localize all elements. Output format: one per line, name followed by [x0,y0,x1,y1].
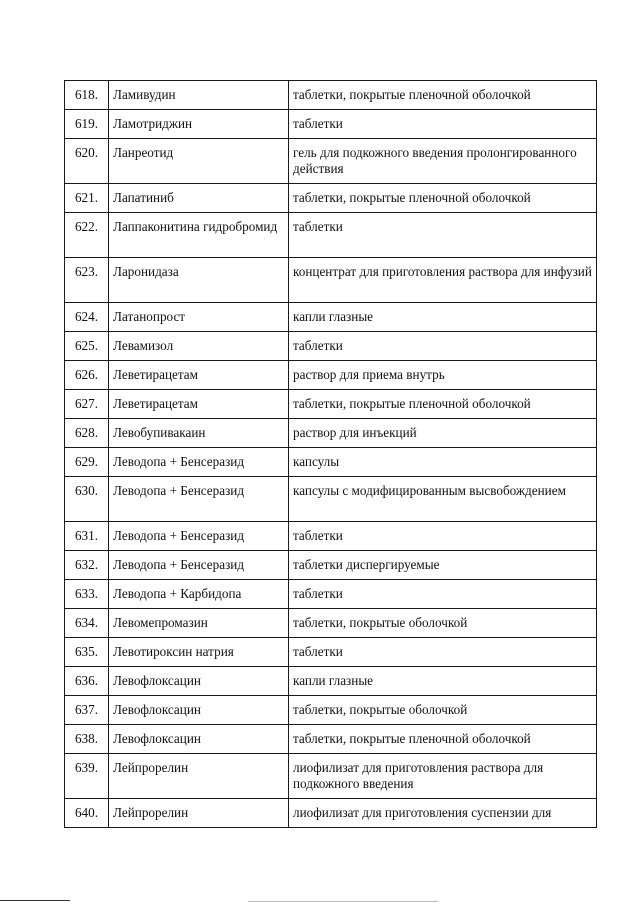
drug-name: Леводопа + Карбидопа [109,580,289,609]
drug-name: Левомепромазин [109,609,289,638]
drug-name: Леводопа + Бенсеразид [109,551,289,580]
drug-name: Леводопа + Бенсеразид [109,477,289,522]
table-row [65,522,597,551]
row-number: 637. [65,696,109,725]
dosage-form: таблетки, покрытые оболочкой [289,609,597,638]
drug-name: Леветирацетам [109,390,289,419]
table-row [65,696,597,725]
dosage-form: таблетки [289,638,597,667]
row-number: 623. [65,258,109,303]
table-row [65,754,597,799]
table-row [65,609,597,638]
dosage-form: таблетки [289,332,597,361]
dosage-form: таблетки [289,110,597,139]
drug-name: Левофлоксацин [109,725,289,754]
drug-name: Левобупивакаин [109,419,289,448]
dosage-form: таблетки, покрытые пленочной оболочкой [289,725,597,754]
table-row [65,477,597,522]
table-row [65,580,597,609]
drug-name: Лейпрорелин [109,799,289,828]
drug-list-table [64,80,597,828]
drug-name: Латанопрост [109,303,289,332]
drug-name: Ламивудин [109,81,289,110]
drug-name: Лаппаконитина гидробромид [109,213,289,258]
row-number: 635. [65,638,109,667]
dosage-form: капсулы [289,448,597,477]
table-row [65,184,597,213]
dosage-form: таблетки, покрытые оболочкой [289,696,597,725]
page-edge-rule [0,900,70,901]
dosage-form: гель для подкожного введения пролонгированного действия [289,139,597,184]
dosage-form: таблетки, покрытые пленочной оболочкой [289,184,597,213]
row-number: 631. [65,522,109,551]
dosage-form: раствор для приема внутрь [289,361,597,390]
drug-name: Ланреотид [109,139,289,184]
row-number: 638. [65,725,109,754]
drug-name: Ларонидаза [109,258,289,303]
dosage-form: лиофилизат для приготовления суспензии для [289,799,597,828]
dosage-form: раствор для инъекций [289,419,597,448]
table-row [65,638,597,667]
drug-name: Ламотриджин [109,110,289,139]
drug-name: Левамизол [109,332,289,361]
drug-name: Леводопа + Бенсеразид [109,522,289,551]
row-number: 621. [65,184,109,213]
drug-name: Леводопа + Бенсеразид [109,448,289,477]
table-row [65,258,597,303]
dosage-form: капсулы с модифицированным высвобождением [289,477,597,522]
table-row [65,725,597,754]
row-number: 619. [65,110,109,139]
table-row [65,361,597,390]
table-row [65,799,597,828]
table-row [65,667,597,696]
row-number: 629. [65,448,109,477]
row-number: 622. [65,213,109,258]
drug-name: Левотироксин натрия [109,638,289,667]
row-number: 626. [65,361,109,390]
drug-name: Левофлоксацин [109,696,289,725]
row-number: 630. [65,477,109,522]
table-row [65,213,597,258]
dosage-form: таблетки диспергируемые [289,551,597,580]
dosage-form: капли глазные [289,667,597,696]
dosage-form: капли глазные [289,303,597,332]
table-row [65,390,597,419]
dosage-form: таблетки [289,580,597,609]
table-row [65,448,597,477]
page-edge-rule [248,901,438,902]
row-number: 634. [65,609,109,638]
row-number: 625. [65,332,109,361]
dosage-form: концентрат для приготовления раствора для инфузий [289,258,597,303]
row-number: 627. [65,390,109,419]
table-row [65,303,597,332]
dosage-form: таблетки [289,522,597,551]
table-row [65,81,597,110]
dosage-form: таблетки, покрытые пленочной оболочкой [289,390,597,419]
table-row [65,110,597,139]
row-number: 624. [65,303,109,332]
table-row [65,139,597,184]
row-number: 640. [65,799,109,828]
row-number: 618. [65,81,109,110]
row-number: 620. [65,139,109,184]
drug-name: Леветирацетам [109,361,289,390]
table-row [65,332,597,361]
dosage-form: таблетки, покрытые пленочной оболочкой [289,81,597,110]
drug-name: Левофлоксацин [109,667,289,696]
table-row [65,551,597,580]
dosage-form: лиофилизат для приготовления раствора для подкожного введения [289,754,597,799]
row-number: 639. [65,754,109,799]
dosage-form: таблетки [289,213,597,258]
row-number: 636. [65,667,109,696]
drug-name: Лейпрорелин [109,754,289,799]
drug-name: Лапатиниб [109,184,289,213]
row-number: 633. [65,580,109,609]
table-row [65,419,597,448]
row-number: 632. [65,551,109,580]
row-number: 628. [65,419,109,448]
